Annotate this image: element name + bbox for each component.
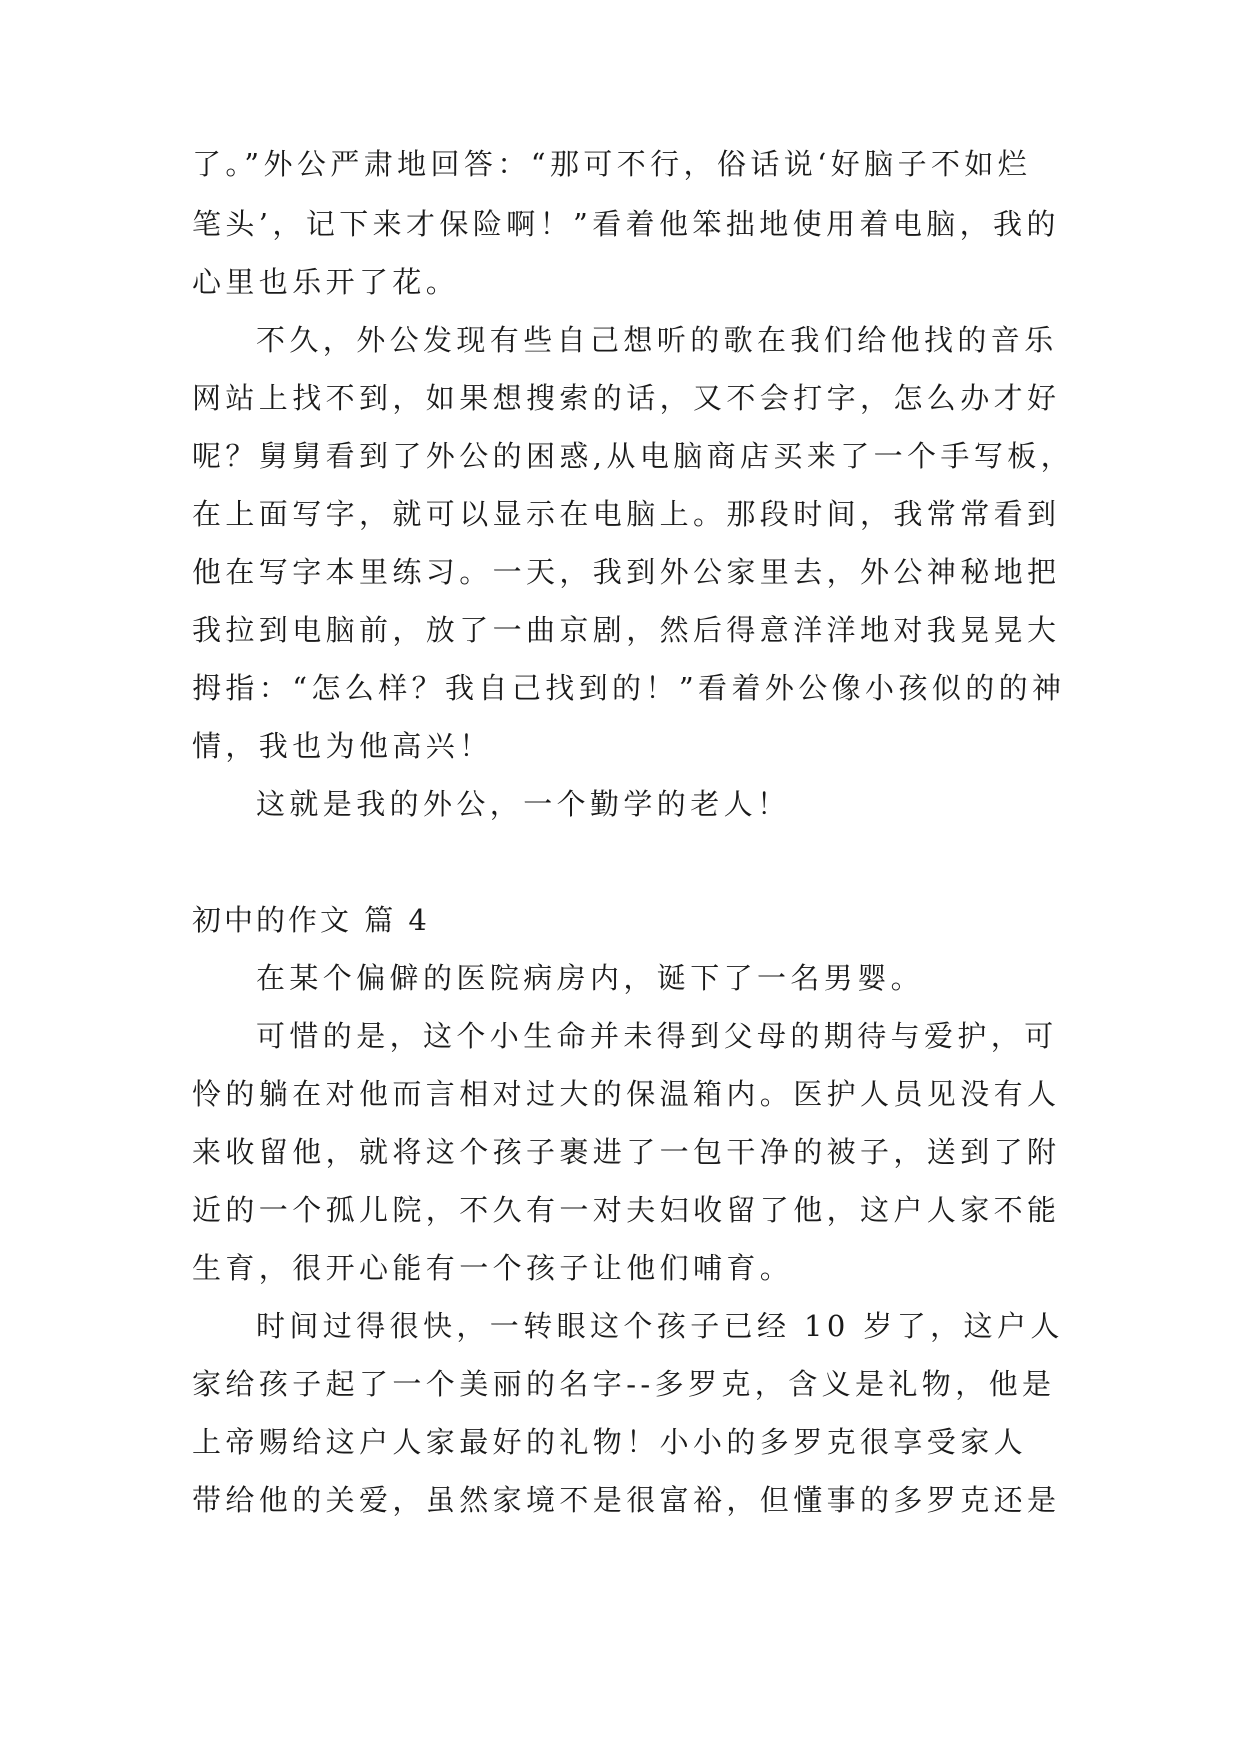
paragraph-line: 拇指：“怎么样？我自己找到的！”看着外公像小孩似的的神 — [192, 671, 1066, 705]
section-heading: 初中的作文 篇 4 — [192, 903, 430, 937]
paragraph-line: 近的一个孤儿院，不久有一对夫妇收留了他，这户人家不能 — [192, 1193, 1061, 1227]
paragraph-line: 心里也乐开了花。 — [192, 265, 460, 299]
paragraph-line: 时间过得很快，一转眼这个孩子已经 10 岁了，这户人 — [256, 1309, 1064, 1343]
paragraph-line: 他在写字本里练习。一天，我到外公家里去，外公神秘地把 — [192, 555, 1061, 589]
paragraph-line: 我拉到电脑前，放了一曲京剧，然后得意洋洋地对我晃晃大 — [192, 613, 1061, 647]
paragraph-line: 呢？舅舅看到了外公的困惑,从电脑商店买来了一个手写板， — [192, 439, 1075, 473]
paragraph-line: 不久，外公发现有些自己想听的歌在我们给他找的音乐 — [256, 323, 1058, 357]
paragraph-line: 笔头’，记下来才保险啊！”看着他笨拙地使用着电脑，我的 — [192, 207, 1060, 241]
paragraph-line: 生育，很开心能有一个孩子让他们哺育。 — [192, 1251, 794, 1285]
paragraph-line: 可惜的是，这个小生命并未得到父母的期待与爱护，可 — [256, 1019, 1058, 1053]
paragraph-line: 了。”外公严肃地回答：“那可不行，俗话说‘好脑子不如烂 — [192, 147, 1032, 181]
paragraph-line: 网站上找不到，如果想搜索的话，又不会打字，怎么办才好 — [192, 381, 1061, 415]
paragraph-line: 上帝赐给这户人家最好的礼物！小小的多罗克很享受家人 — [192, 1425, 1028, 1459]
paragraph-line: 来收留他，就将这个孩子裹进了一包干净的被子，送到了附 — [192, 1135, 1061, 1169]
paragraph-line: 在上面写字，就可以显示在电脑上。那段时间，我常常看到 — [192, 497, 1061, 531]
paragraph-line: 情，我也为他高兴！ — [192, 729, 493, 763]
paragraph-line: 这就是我的外公，一个勤学的老人！ — [256, 787, 791, 821]
paragraph-line: 家给孩子起了一个美丽的名字--多罗克，含义是礼物，他是 — [192, 1367, 1056, 1401]
paragraph-line: 在某个偏僻的医院病房内，诞下了一名男婴。 — [256, 961, 925, 995]
paragraph-line: 怜的躺在对他而言相对过大的保温箱内。医护人员见没有人 — [192, 1077, 1061, 1111]
paragraph-line: 带给他的关爱，虽然家境不是很富裕，但懂事的多罗克还是 — [192, 1483, 1061, 1517]
